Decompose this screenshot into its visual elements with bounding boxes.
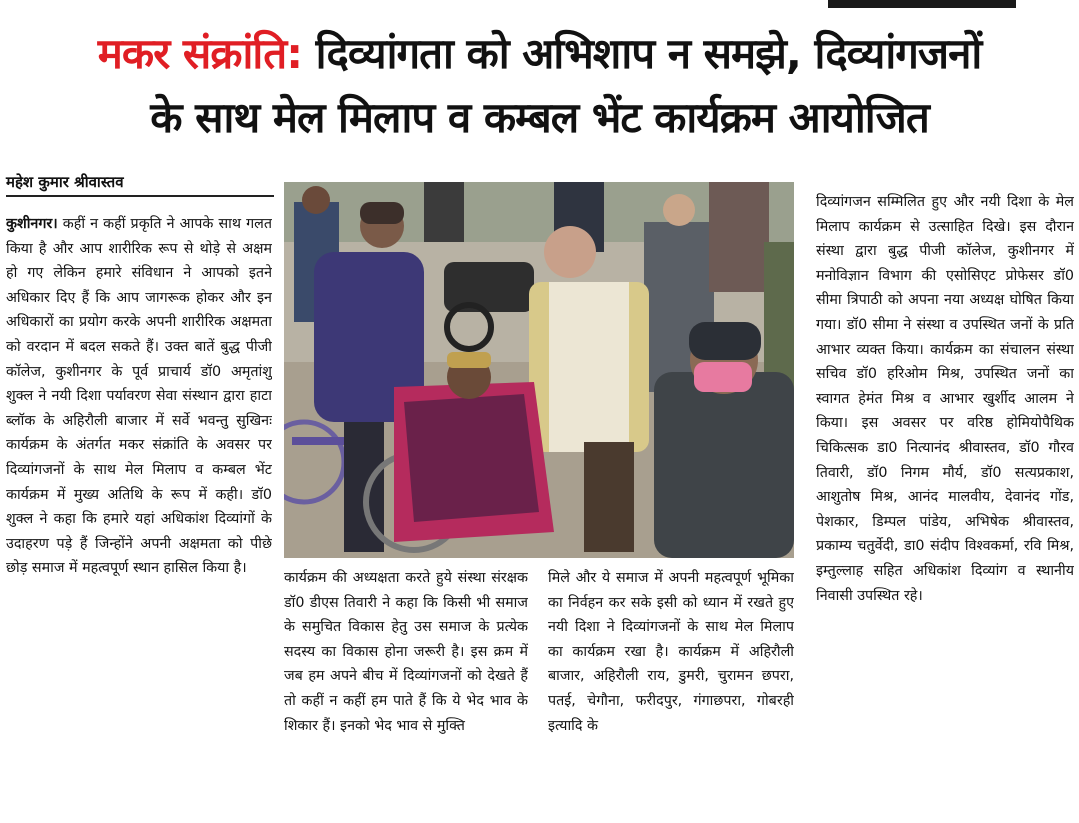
headline-line-2: के साथ मेल मिलाप व कम्बल भेंट कार्यक्रम आयोजित xyxy=(150,93,929,142)
article-column-3: मिले और ये समाज में अपनी महत्वपूर्ण भूमिका का निर्वहन कर सके इसी को ध्यान में रखते हुए नयी दिशा ने दिव्यांगजनों के साथ मेल मिलाप का कार्यक्रम रखा है। कार्यक्रम में अहिरौली बाजार, अहिरौली राय, डुमरी, चुरामन छपरा, पतई, चेगौना, फरीदपुर, गंगाछपरा, गोबरही इत्यादि के xyxy=(548,570,794,734)
news-photo-illustration xyxy=(284,182,794,558)
headline-line-1-text: दिव्यांगता को अभिशाप न समझे, दिव्यांगजनों xyxy=(302,29,982,78)
news-photo xyxy=(284,182,794,558)
article-column-1 xyxy=(6,212,272,812)
byline: महेश कुमार श्रीवास्तव xyxy=(6,171,274,197)
headline-line-1 xyxy=(0,22,1079,86)
top-rule-bar xyxy=(828,0,1016,8)
article-column-2: कार्यक्रम की अध्यक्षता करते हुये संस्था संरक्षक डॉ0 डीएस तिवारी ने कहा कि किसी भी समाज के समुचित विकास हेतु उस समाज के प्रत्येक सदस्य का विकास होना जरूरी है। इस क्रम में जब हम अपने बीच में दिव्यांगजनों को देखते हैं तो कहीं न कहीं हम पाते हैं कि ये भेद भाव के शिकार हैं। इनको भेद भाव से मुक्ति xyxy=(284,570,528,734)
headline-kicker: मकर संक्रांति: xyxy=(97,29,303,78)
headline xyxy=(0,22,1079,150)
dateline: कुशीनगर। xyxy=(6,216,58,232)
article-column-4: दिव्यांगजन सम्मिलित हुए और नयी दिशा के मेल मिलाप कार्यक्रम से उत्साहित दिखे। इस दौरान संस्था द्वारा बुद्ध पीजी कॉलेज, कुशीनगर में मनोविज्ञान विभाग की एसोसिएट प्रोफेसर डॉ0 सीमा त्रिपाठी को अपना नया अध्यक्ष घोषित किया गया। डॉ0 सीमा ने संस्था व उपस्थित जनों के प्रति आभार व्यक्त किया। कार्यक्रम का संचालन संस्था सचिव डॉ0 हरिओम मिश्र, उपस्थित जनों का स्वागत हेमंत मिश्र व आभार खुर्शीद आलम ने किया। इस अवसर पर वरिष्ठ होमियोपैथिक चिकित्सक डा0 नित्यानंद श्रीवास्तव, डॉ0 गौरव तिवारी, डॉ0 निगम मौर्य, डॉ0 सत्यप्रकाश, आशुतोष मिश्र, आनंद मालवीय, देवानंद गोंड, पेशकार, डिम्पल पांडेय, अभिषेक श्रीवास्तव, प्रकाम्य चतुर्वेदी, डा0 संदीप विश्वकर्मा, रवि मिश्र, इम्तुल्लाह सहित अधिकांश दिव्यांग व स्थानीय निवासी उपस्थित रहे। xyxy=(816,194,1074,604)
article-column-1-text: कहीं न कहीं प्रकृति ने आपके साथ गलत किया है और आप शारीरिक रूप से थोड़े से अक्षम हो गए लेकिन हमारे संविधान ने आपको इतने अधिकार दिए हैं कि आप जागरूक होकर और इन अधिकारों का प्रयोग करके अपनी शारीरिक अक्षमता को वरदान में बदल सकते हैं। उक्त बातें बुद्ध पीजी कॉलेज, कुशीनगर के पूर्व प्राचार्य डॉ0 अमृतांशु शुक्ल ने नयी दिशा पर्यावरण सेवा संस्थान द्वारा हाटा ब्लॉक के अहिरौली बाजार में सर्वे भवन्तु सुखिनः कार्यक्रम के अंतर्गत मकर संक्रांति के अवसर पर दिव्यांगजनों के साथ मेल मिलाप व कम्बल भेंट कार्यक्रम में मुख्य अतिथि के रूप में कही। डॉ0 शुक्ल ने कहा कि हमारे यहां अधिकांश दिव्यांगों के उदाहरण पड़े हैं जिन्होंने अपनी अक्षमता को पीछे छोड़ समाज में महत्वपूर्ण स्थान हासिल किया है। xyxy=(6,216,272,577)
